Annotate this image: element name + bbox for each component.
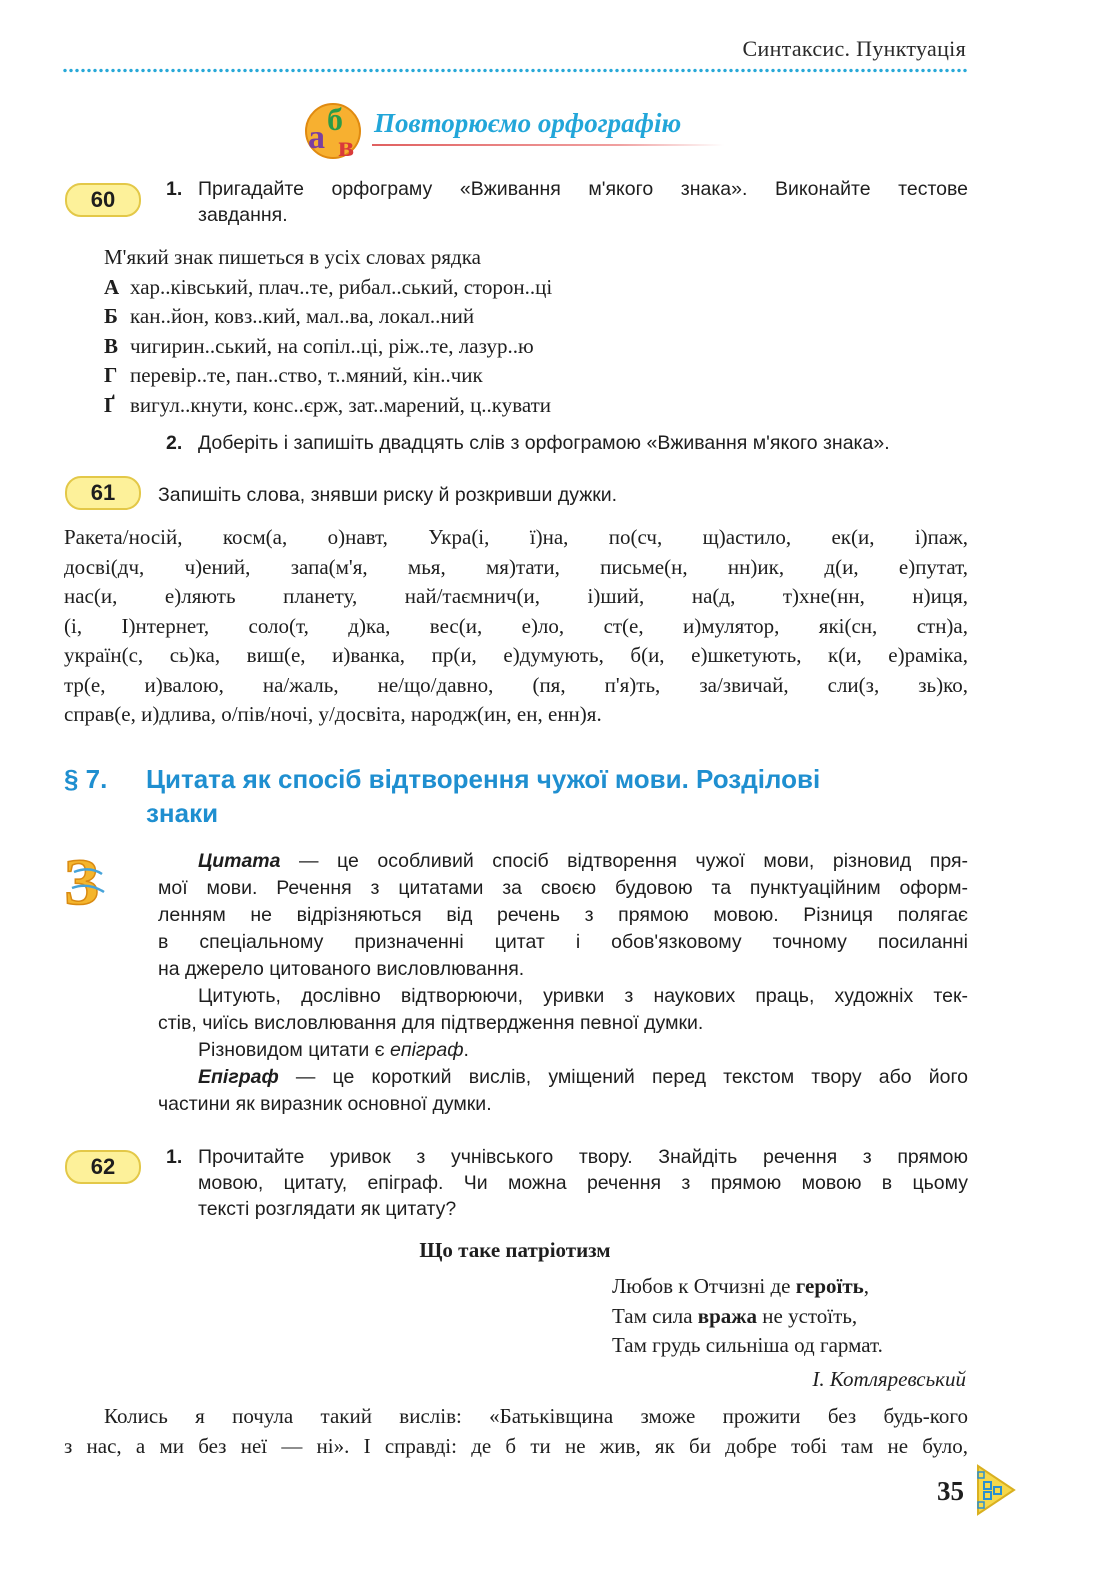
- words-line: нас(и, е)ляють планету, най/таємнич(и, і)ший, на(д, т)хне(нн, н)иця,: [64, 584, 968, 608]
- words-line: україн(с, сь)ка, виш(е, и)ванка, пр(и, е)думують, б(и, е)шкетують, к(и, е)раміка,: [64, 643, 968, 667]
- words-line: досві(дч, ч)ений, запа(м'я, мья, мя)тати, письме(н, нн)ик, д(и, е)путат,: [64, 554, 968, 579]
- test-question: М'який знак пишеться в усіх словах рядка: [104, 245, 481, 269]
- theory-text: Цитата — це особливий спосіб відтворення чужої мови, різновид пря- мої мови. Речення з цитатами за своєю будовою та пунктуаційним оформ- ленням не відрізняються від речень з прямою мовою. Різниця полягає в спеціальному призначенні цитат і обов'язковому точному посиланні на джерело цитованого висловлювання. Цитують, дослівно відтворюючи, уривки з наукових праць, художніх тек- стів, чиїсь висловлювання для підтвердження певної думки. Різновидом цитати є епіграф. Епіграф — це короткий вислів, уміщений перед текстом твору або його частини як виразник основної думки.: [158, 850, 968, 1115]
- test-option-h: Г перевір..те, пан..ство, т..мяний, кін..чик: [104, 363, 483, 387]
- test-option-a: А хар..ківський, плач..те, рибал..ський, сторон..ці: [104, 274, 553, 299]
- task-number: 1.: [166, 178, 183, 200]
- repeat-section-title: Повторюємо орфографію: [374, 108, 682, 138]
- exercise-62-task-1: 1. Прочитайте уривок з учнівського твору. Знайдіть речення з прямою мовою, цитату, епіграф. Чи можна речення з прямою мовою в цьому тексті розглядати як цитату?: [166, 1146, 968, 1220]
- poem-line: Там грудь сильніша од гармат.: [612, 1333, 883, 1357]
- task-text: Доберіть і запишіть двадцять слів з орфограмою «Вживання м'якого знака».: [198, 432, 890, 454]
- words-line: справ(е, и)длива, о/пів/ночі, у/досвіта, народж(ин, ен, енн)я.: [64, 702, 602, 726]
- words-line: тр(е, и)валою, на/жаль, не/що/давно, (пя, п'я)ть, за/звичай, сли(з, зь)ко,: [64, 672, 968, 697]
- essay-body: Колись я почула такий вислів: «Батьківщина зможе прожити без будь-кого з нас, а ми без неї — ні». І справді: де б ти не жив, як би добре тобі там не було,: [64, 1404, 968, 1458]
- poem-line: Любов к Отчизні де героїть,: [612, 1274, 870, 1298]
- logo-letter-v: в: [338, 130, 355, 160]
- term-epigraph-inline: епіграф: [390, 1039, 464, 1061]
- test-option-g: Ґ вигул..кнути, конс..єрж, зат..марений, ц..кувати: [104, 392, 552, 417]
- epigraph-author: І. Котляревський: [812, 1367, 966, 1391]
- abv-logo-icon: [302, 100, 364, 160]
- epigraph-poem: [612, 1272, 972, 1361]
- theory-paragraph-2: Цитують, дослівно відтворюючи, уривки з наукових праць, художніх тек-: [198, 985, 968, 1007]
- theory-paragraph-4: Епіграф — це короткий вислів, уміщений перед текстом твору або його: [198, 1066, 968, 1088]
- repeat-title-underline: [372, 144, 724, 146]
- running-head: Синтаксис. Пунктуація: [742, 36, 966, 61]
- theory-icon-letter: З: [64, 848, 99, 912]
- ornament-arrow-icon: [974, 1462, 1020, 1518]
- exercise-61-words: [64, 523, 968, 730]
- test-option-b: Б кан..йон, ковз..кий, мал..ва, локал..ний: [104, 304, 475, 328]
- exercise-60-task-2: [166, 430, 968, 456]
- term-quote: Цитата: [198, 850, 281, 872]
- exercise-60-badge: 60: [65, 183, 141, 217]
- essay-title: Що таке патріотизм: [419, 1238, 611, 1262]
- theory-paragraph-1: Цитата — це особливий спосіб відтворення чужої мови, різновид пря-: [198, 850, 968, 872]
- task-text: завдання.: [198, 204, 288, 226]
- exercise-62-badge: 62: [65, 1150, 141, 1184]
- words-line: (і, І)нтернет, соло(т, д)ка, вес(и, е)ло, ст(е, и)мулятор, які(сн, стн)а,: [64, 613, 968, 638]
- task-number: 2.: [166, 432, 183, 454]
- theory-paragraph-3: Різновидом цитати є епіграф.: [198, 1039, 469, 1061]
- task-number: 1.: [166, 1146, 183, 1168]
- term-epigraph: Епіграф: [198, 1066, 279, 1088]
- page-number: 35: [937, 1476, 964, 1506]
- exercise-60-test: [104, 243, 968, 420]
- exercise-61-task: Запишіть слова, знявши риску й розкривши дужки.: [158, 484, 618, 506]
- theory-z-icon: [60, 848, 122, 912]
- poem-line: Там сила вража не устоїть,: [612, 1303, 858, 1328]
- header-divider: [62, 68, 968, 73]
- test-option-v: В чигирин..ський, на сопіл..ці, ріж..те, лазур..ю: [104, 333, 534, 358]
- exercise-60-task-1: [166, 176, 968, 228]
- section-number: § 7.: [64, 764, 108, 794]
- section-title: Цитата як спосіб відтворення чужої мови. Розділові знаки: [146, 764, 821, 828]
- logo-letter-a: а: [308, 119, 325, 156]
- logo-letter-b: б: [327, 101, 343, 137]
- task-text: Пригадайте орфограму «Вживання м'якого знака». Виконайте тестове: [198, 178, 968, 200]
- exercise-61-badge: 61: [65, 476, 141, 510]
- words-line: Ракета/носій, косм(а, о)навт, Укра(і, ї)на, по(сч, щ)астило, ек(и, і)паж,: [64, 525, 968, 549]
